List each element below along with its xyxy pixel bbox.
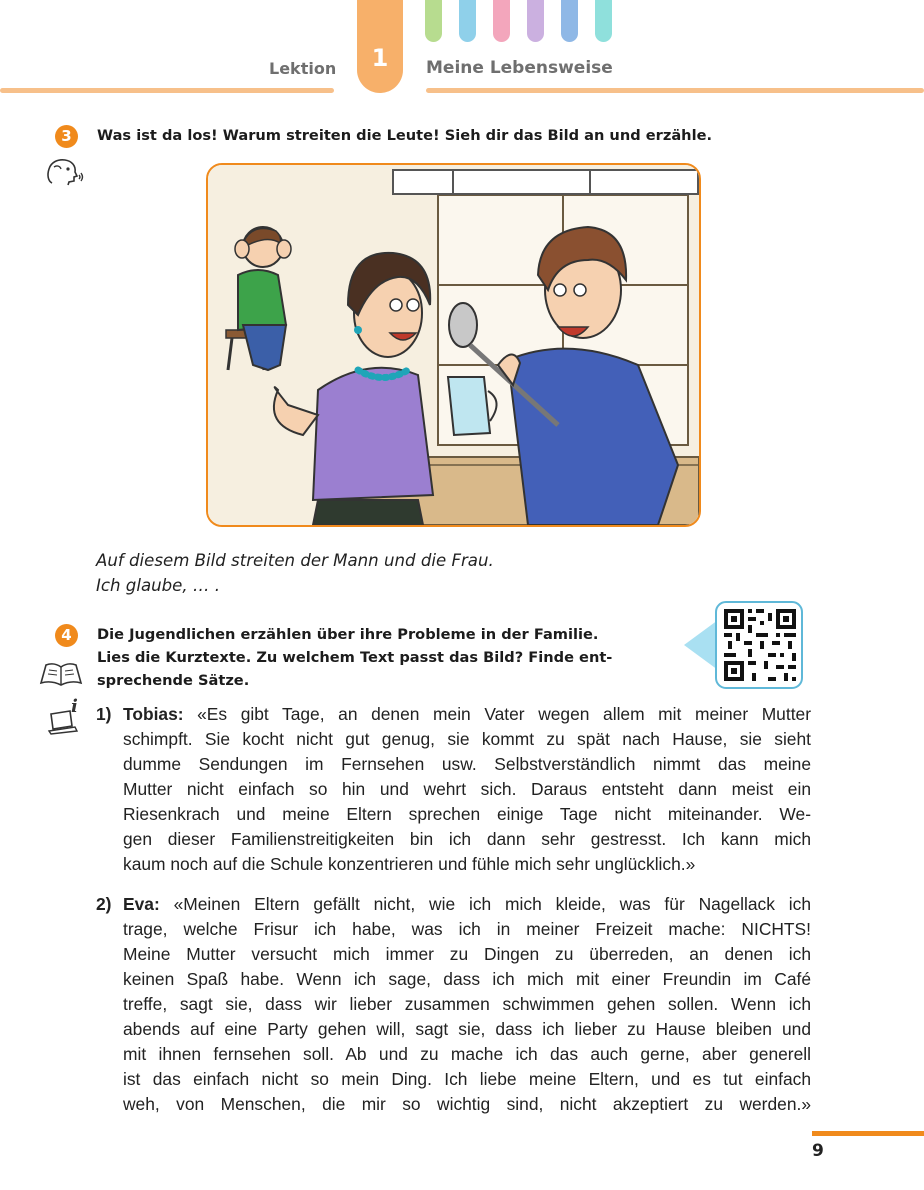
instruction-line: sprechende Sätze. bbox=[97, 672, 250, 689]
text-line: kaum noch auf die Schule konzentrieren und fühle mich sehr unglücklich.» bbox=[123, 854, 696, 874]
lesson-label: Lektion bbox=[269, 59, 337, 78]
text-line: schimpft. Sie kocht nicht gut genug, sie kommt zu spät nach Hause, sie sieht bbox=[123, 729, 811, 749]
color-tab bbox=[493, 0, 510, 42]
svg-text:i: i bbox=[71, 696, 78, 717]
text-line-content: «Es gibt Tage, an denen mein Vater wegen allem mit meiner Mutter bbox=[197, 704, 811, 724]
text-line-content: «Meinen Eltern gefällt nicht, wie ich mich kleide, was für Nagellack ich bbox=[173, 894, 811, 914]
example-answer bbox=[96, 548, 494, 598]
header-rule-left bbox=[0, 88, 334, 93]
item-body bbox=[123, 892, 811, 1117]
item-number: 1) bbox=[96, 704, 112, 724]
text-line: treffe, sagt sie, dass wir lieber zusammen schwimmen gehen sollen. Wenn ich bbox=[123, 994, 811, 1014]
text-line: ist das einfach nicht so mein Ding. Ich liebe meine Eltern, und es tut einfach bbox=[123, 1069, 811, 1089]
instruction-line: Die Jugendlichen erzählen über ihre Probleme in der Familie. bbox=[97, 626, 599, 643]
illustration-drawing bbox=[208, 165, 699, 525]
lesson-number: 1 bbox=[371, 44, 389, 72]
text-line: Meine Mutter versucht mich immer zu Dingen zu überreden, an denen ich bbox=[123, 944, 811, 964]
color-tab bbox=[595, 0, 612, 42]
text-line: Riesenkrach und meine Eltern sprechen einige Tage nicht miteinander. We- bbox=[123, 804, 811, 824]
text-line: weh, von Menschen, die mir so wichtig sind, nicht akzeptiert zu werden.» bbox=[123, 1094, 811, 1114]
exercise-instruction: Was ist da los! Warum streiten die Leute! Sieh dir das Bild an und erzähle. bbox=[97, 127, 713, 144]
page-number: 9 bbox=[812, 1141, 824, 1161]
footer-rule bbox=[812, 1131, 924, 1136]
instruction-line: Lies die Kurztexte. Zu welchem Text passt das Bild? Finde ent- bbox=[97, 649, 613, 666]
color-tab bbox=[527, 0, 544, 42]
text-line: gen dieser Familienstreitigkeiten bin ich dann sehr gestresst. Ich kann mich bbox=[123, 829, 811, 849]
speaking-head-icon bbox=[44, 157, 84, 187]
example-line: Auf diesem Bild streiten der Mann und die Frau. bbox=[96, 551, 494, 570]
qr-code-icon[interactable] bbox=[684, 600, 804, 690]
family-argument-illustration bbox=[206, 163, 701, 527]
text-line: dumme Sendungen im Fernsehen usw. Selbstverständlich nimmt das meine bbox=[123, 754, 811, 774]
header-rule-right bbox=[426, 88, 924, 93]
speaker-name: Tobias: bbox=[123, 704, 184, 724]
open-book-icon bbox=[38, 659, 84, 687]
text-line bbox=[123, 892, 811, 917]
item-number: 2) bbox=[96, 894, 112, 914]
text-line: mit ihnen fernsehen soll. Ab und zu mache ich das auch gerne, aber generell bbox=[123, 1044, 811, 1064]
example-line: Ich glaube, … . bbox=[96, 576, 221, 595]
text-line: keinen Spaß habe. Wenn ich sage, dass ich mich mit einer Freundin im Café bbox=[123, 969, 811, 989]
text-line: trage, welche Frisur ich habe, was ich in meiner Freizeit mache: NICHTS! bbox=[123, 919, 811, 939]
text-line: Mutter nicht einfach so hin und wehrt sich. Daraus entsteht dann meist ein bbox=[123, 779, 811, 799]
exercise-number: 3 bbox=[55, 125, 78, 148]
item-body bbox=[123, 702, 811, 877]
color-tab bbox=[425, 0, 442, 42]
exercise-number: 4 bbox=[55, 624, 78, 647]
lesson-badge bbox=[357, 0, 403, 93]
text-line: abends auf eine Party gehen will, sagt sie, dass ich lieber zu Hause bleiben und bbox=[123, 1019, 811, 1039]
color-tab bbox=[459, 0, 476, 42]
lesson-title: Meine Lebensweise bbox=[426, 58, 613, 78]
speaker-name: Eva: bbox=[123, 894, 160, 914]
color-tab bbox=[561, 0, 578, 42]
exercise-instruction bbox=[97, 623, 612, 692]
info-laptop-icon bbox=[46, 696, 86, 736]
text-line bbox=[123, 702, 811, 727]
